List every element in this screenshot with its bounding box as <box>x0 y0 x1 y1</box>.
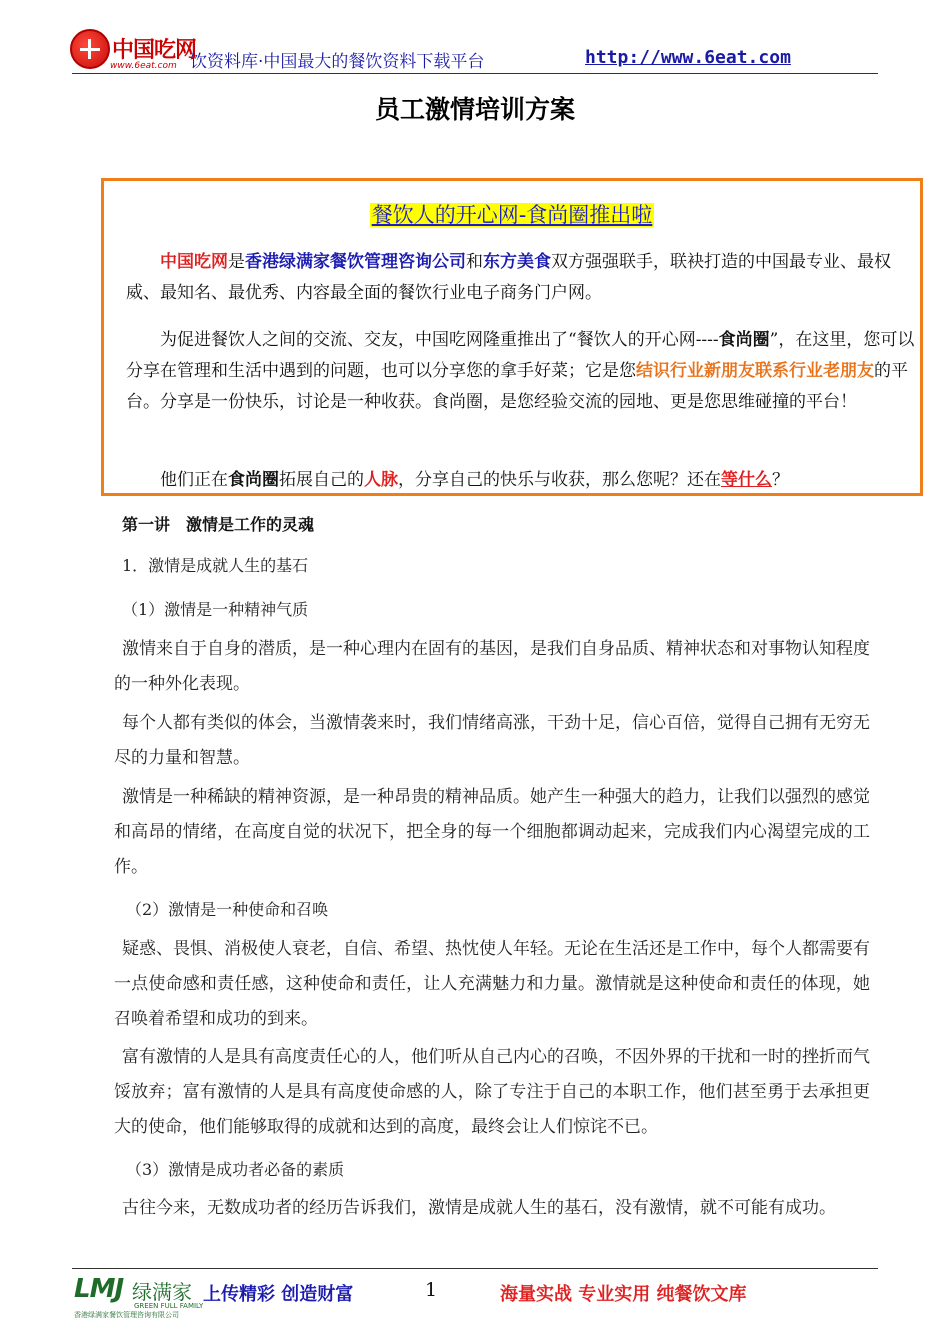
sub-heading-2: （2）激情是一种使命和召唤 <box>126 900 329 919</box>
promo-text: ”，在这里，您可以分享在管理和生活中遇到的问题，也可以分享您的拿手好菜；它是您 <box>126 330 915 381</box>
join-link[interactable]: 等什么 <box>721 470 772 490</box>
footer-slogan-left: 上传精彩 创造财富 <box>203 1284 354 1305</box>
promo-title-text[interactable]: 餐饮人的开心网-食尚圈推出啦 <box>371 203 653 227</box>
logo-subtext: www.6eat.com <box>110 61 177 71</box>
promo-text: 为促进餐饮人之间的交流、交友，中国吃网隆重推出了“餐饮人的开心网---- <box>160 330 719 350</box>
lmj-logo-cn: 绿满家 <box>132 1280 192 1304</box>
lmj-logo-mark: LMJ <box>74 1274 124 1304</box>
paragraph-1: 激情来自于自身的潜质，是一种心理内在固有的基因，是我们自身品质、精神状态和对事物认知程度的一种外化表现。 <box>114 639 870 694</box>
footer-slogan-right: 海量实战 专业实用 纯餐饮文库 <box>500 1284 747 1305</box>
sub-heading-1: （1）激情是一种精神气质 <box>122 600 309 619</box>
document-title: 员工激情培训方案 <box>374 95 575 124</box>
sub-heading-3: （3）激情是成功者必备的素质 <box>126 1160 345 1179</box>
promo-text: 是 <box>228 252 245 272</box>
brand-name: 中国吃网 <box>160 252 228 272</box>
promo-title-link[interactable] <box>104 199 920 229</box>
circle-name: 食尚圈 <box>228 470 279 490</box>
company-link-1[interactable]: 香港绿满家餐饮管理咨询公司 <box>245 252 466 272</box>
paragraph-3: 激情是一种稀缺的精神资源，是一种昂贵的精神品质。她产生一种强大的趋力，让我们以强烈的感觉和高昂的情绪，在高度自觉的状况下，把全身的每一个细胞都调动起来，完成我们内心渴望完成的工作。 <box>114 787 870 877</box>
promo-text: ，分享自己的快乐与收获，那么您呢？还在 <box>398 470 721 490</box>
promo-text: 双方强强联手，联袂打造的中国最专业、最权威、最知名、最优秀、内容最全面的餐饮行业电子商务门户网。 <box>126 252 891 303</box>
paragraph-2: 每个人都有类似的体会，当激情袭来时，我们情绪高涨，干劲十足，信心百倍，觉得自己拥有无穷无尽的力量和智慧。 <box>114 713 870 768</box>
section-title: 第一讲 激情是工作的灵魂 <box>122 515 315 534</box>
lmj-company-name: 香港绿满家餐饮管理咨询有限公司 <box>74 1311 179 1319</box>
paragraph-4: 疑惑、畏惧、消极使人衰老，自信、希望、热忱使人年轻。无论在生活还是工作中，每个人都需要有一点使命感和责任感，这种使命和责任，让人充满魅力和力量。激情就是这种使命和责任的体现，她召唤着希望和成功的到来。 <box>114 939 870 1029</box>
company-link-2[interactable]: 东方美食 <box>483 252 551 272</box>
friends-highlight: 结识行业新朋友联系行业老朋友 <box>636 361 874 381</box>
page-header <box>0 0 950 80</box>
promo-paragraph-3 <box>126 465 916 496</box>
network-highlight: 人脉 <box>364 470 398 490</box>
circle-name: 食尚圈 <box>718 330 770 350</box>
promo-text: 和 <box>466 252 483 272</box>
logo-text: 中国吃网 <box>112 38 197 63</box>
paragraph-5: 富有激情的人是具有高度责任心的人，他们听从自己内心的召唤，不因外界的干扰和一时的挫折而气馁放弃；富有激情的人是具有高度使命感的人，除了专注于自己的本职工作，他们甚至勇于去承担更大的使命，他们能够取得的成就和达到的高度，最终会让人们惊诧不已。 <box>114 1047 870 1137</box>
site-tagline: 饮资料库·中国最大的餐饮资料下载平台 <box>190 52 485 72</box>
page-number: 1 <box>425 1279 438 1301</box>
footer-divider <box>72 1268 878 1269</box>
lmj-logo-en: GREEN FULL FAMILY <box>134 1302 204 1310</box>
logo-emblem-icon <box>70 29 110 69</box>
promo-box <box>101 178 923 496</box>
footer-logo <box>74 1274 204 1322</box>
site-url-link[interactable]: http://www.6eat.com <box>585 47 791 68</box>
promo-text: 他们正在 <box>160 470 228 490</box>
header-divider <box>72 73 878 74</box>
promo-paragraph-2 <box>126 325 916 418</box>
promo-text: 的平台。分享是一份快乐，讨论是一种收获。食尚圈，是您经验交流的园地、更是您思维碰撞的平台！ <box>126 361 908 412</box>
paragraph-6: 古往今来，无数成功者的经历告诉我们，激情是成就人生的基石，没有激情，就不可能有成功。 <box>122 1198 836 1218</box>
site-logo[interactable] <box>70 27 200 75</box>
promo-text: ？ <box>772 470 789 490</box>
point-heading: 1．激情是成就人生的基石 <box>122 556 309 575</box>
promo-paragraph-1 <box>126 247 916 309</box>
promo-text: 拓展自己的 <box>279 470 364 490</box>
